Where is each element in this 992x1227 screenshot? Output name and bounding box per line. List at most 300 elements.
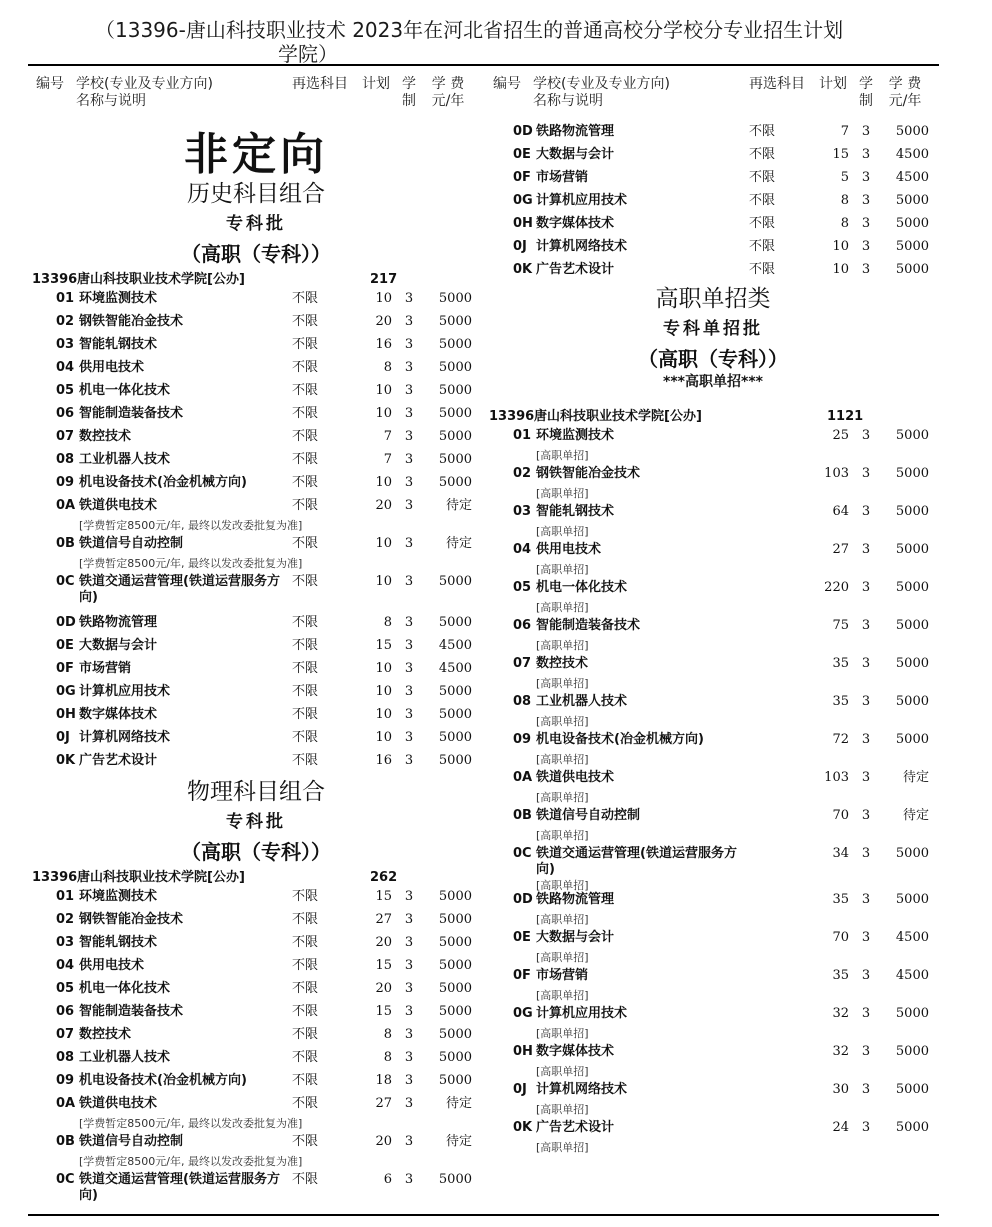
major-name: 数控技术 [79, 429, 132, 444]
major-length: 3 [861, 262, 871, 277]
major-subject: 不限 [749, 216, 776, 231]
major-plan: 7 [383, 452, 392, 467]
major-fee: 5000 [438, 1073, 472, 1088]
major-name: 智能轧钢技术 [79, 337, 158, 352]
major-subject: 不限 [292, 638, 319, 653]
major-fee: 5000 [895, 216, 929, 231]
major-name: 工业机器人技术 [536, 694, 628, 709]
major-code: 0H [513, 1044, 533, 1059]
section-big-title: 非定向 [184, 129, 328, 180]
major-fee: 5000 [895, 239, 929, 254]
major-fee: 5000 [438, 981, 472, 996]
major-fee: 5000 [438, 958, 472, 973]
history-school-row [32, 268, 481, 291]
major-row [493, 618, 938, 656]
major-name: 数控技术 [79, 1027, 132, 1042]
major-subject: 不限 [292, 615, 319, 630]
major-subject: 不限 [292, 684, 319, 699]
major-row [493, 428, 938, 466]
major-code: 08 [513, 694, 532, 709]
major-fee: 5000 [438, 475, 472, 490]
major-subject: 不限 [292, 1027, 319, 1042]
major-fee: 待定 [445, 536, 472, 551]
major-fee: 5000 [895, 262, 929, 277]
major-row [36, 1134, 481, 1172]
school-name: 唐山科技职业技术学院[公办] [77, 870, 245, 885]
major-row [36, 406, 481, 429]
major-name: 工业机器人技术 [79, 452, 171, 467]
major-row [36, 1050, 481, 1073]
major-fee: 5000 [438, 753, 472, 768]
major-fee: 5000 [895, 428, 929, 443]
major-code: 0F [513, 170, 531, 185]
major-plan: 103 [824, 770, 849, 785]
major-row [36, 1027, 481, 1050]
major-row [36, 684, 481, 707]
major-name: 计算机网络技术 [79, 730, 171, 745]
major-name: 铁道信号自动控制 [79, 536, 184, 551]
major-name: 环境监测技术 [79, 889, 158, 904]
major-plan: 20 [375, 314, 392, 329]
major-code: 0E [56, 638, 74, 653]
major-plan: 8 [383, 360, 392, 375]
major-subject: 不限 [292, 498, 319, 513]
major-plan: 10 [375, 291, 392, 306]
major-plan: 20 [375, 935, 392, 950]
major-row [36, 337, 481, 360]
major-plan: 10 [832, 262, 849, 277]
major-code: 0H [56, 707, 76, 722]
major-length: 3 [404, 452, 414, 467]
major-name: 铁道信号自动控制 [79, 1134, 184, 1149]
major-plan: 8 [383, 615, 392, 630]
major-note: [高职单招] [536, 791, 589, 804]
major-code: 0D [513, 892, 533, 907]
major-length: 3 [404, 1050, 414, 1065]
major-code: 03 [56, 935, 75, 950]
major-length: 3 [861, 147, 871, 162]
major-row [36, 291, 481, 314]
major-plan: 8 [383, 1027, 392, 1042]
major-code: 0G [513, 193, 533, 208]
major-name: 智能制造装备技术 [79, 406, 184, 421]
major-name: 市场营销 [536, 170, 589, 185]
major-name: 环境监测技术 [536, 428, 615, 443]
header-school: 学校(专业及专业方向) 名称与说明 [76, 76, 213, 109]
physics-batch-title: 专科批 [226, 812, 286, 832]
major-name: 机电设备技术(冶金机械方向) [536, 732, 704, 747]
major-fee: 5000 [895, 504, 929, 519]
major-length: 3 [404, 1027, 414, 1042]
major-code: 0K [513, 262, 533, 277]
major-name: 数字媒体技术 [79, 707, 158, 722]
major-code: 08 [56, 452, 75, 467]
major-name: 铁路物流管理 [536, 892, 615, 907]
major-subject: 不限 [292, 935, 319, 950]
school-total: 217 [370, 272, 398, 287]
major-row [36, 314, 481, 337]
major-note: [高职单招] [536, 829, 589, 842]
major-length: 3 [404, 707, 414, 722]
major-name: 市场营销 [79, 661, 132, 676]
major-plan: 64 [832, 504, 849, 519]
major-fee: 待定 [445, 498, 472, 513]
major-note: [高职单招] [536, 951, 589, 964]
major-fee: 5000 [438, 730, 472, 745]
major-row [36, 1172, 481, 1213]
major-row [36, 912, 481, 935]
major-length: 3 [861, 1120, 871, 1135]
major-subject: 不限 [292, 707, 319, 722]
major-row [493, 466, 938, 504]
major-code: 02 [513, 466, 532, 481]
major-length: 3 [861, 808, 871, 823]
major-plan: 7 [840, 124, 849, 139]
major-row [36, 360, 481, 383]
header-school: 学校(专业及专业方向) 名称与说明 [533, 76, 670, 109]
major-fee: 5000 [895, 1120, 929, 1135]
major-length: 3 [861, 968, 871, 983]
major-fee: 5000 [438, 889, 472, 904]
major-code: 06 [56, 406, 75, 421]
major-length: 3 [861, 1044, 871, 1059]
major-code: 07 [513, 656, 532, 671]
major-length: 3 [861, 504, 871, 519]
major-plan: 35 [832, 892, 849, 907]
major-length: 3 [404, 475, 414, 490]
major-code: 0E [513, 147, 531, 162]
major-row [493, 656, 938, 694]
top-rule [28, 64, 939, 66]
major-fee: 4500 [895, 968, 929, 983]
major-plan: 10 [375, 574, 392, 589]
major-plan: 10 [375, 383, 392, 398]
major-row [36, 574, 481, 615]
major-plan: 7 [383, 429, 392, 444]
major-length: 3 [861, 770, 871, 785]
major-row [493, 1044, 938, 1082]
major-length: 3 [861, 170, 871, 185]
major-length: 3 [404, 1172, 414, 1187]
header-length: 学 制 [859, 76, 873, 109]
major-note: [高职单招] [536, 913, 589, 926]
title-line-2: 学院） [278, 42, 338, 66]
major-length: 3 [404, 638, 414, 653]
major-name: 铁道交通运营管理(铁道运营服务方向) [79, 574, 280, 605]
continued-major-list [493, 124, 938, 285]
major-row [493, 504, 938, 542]
major-note: [高职单招] [536, 753, 589, 766]
school-code: 13396 [32, 870, 78, 885]
major-code: 0J [513, 1082, 527, 1097]
major-code: 01 [56, 889, 75, 904]
major-plan: 10 [375, 406, 392, 421]
major-code: 04 [56, 958, 75, 973]
major-plan: 70 [832, 808, 849, 823]
major-name: 大数据与会计 [79, 638, 158, 653]
major-code: 0E [513, 930, 531, 945]
major-subject: 不限 [292, 314, 319, 329]
major-row [493, 262, 938, 285]
major-row [493, 930, 938, 968]
major-subject: 不限 [749, 170, 776, 185]
major-name: 数字媒体技术 [536, 216, 615, 231]
major-fee: 5000 [438, 574, 472, 589]
major-code: 09 [56, 475, 75, 490]
single-major-list [493, 428, 938, 1158]
physics-school-row [32, 866, 481, 889]
major-fee: 5000 [438, 935, 472, 950]
major-row [36, 707, 481, 730]
major-subject: 不限 [292, 730, 319, 745]
physics-level-title: （高职（专科）） [181, 840, 331, 864]
major-row [493, 542, 938, 580]
left-column [32, 70, 481, 1213]
header-no: 编号 [36, 76, 64, 92]
major-name: 计算机应用技术 [536, 1006, 628, 1021]
major-note: [高职单招] [536, 563, 589, 576]
major-subject: 不限 [292, 406, 319, 421]
major-fee: 5000 [895, 466, 929, 481]
major-code: 01 [56, 291, 75, 306]
major-name: 广告艺术设计 [536, 262, 615, 277]
header-no: 编号 [493, 76, 521, 92]
major-plan: 75 [832, 618, 849, 633]
major-fee: 5000 [438, 1027, 472, 1042]
major-subject: 不限 [292, 1096, 319, 1111]
major-length: 3 [861, 580, 871, 595]
major-row [36, 1096, 481, 1134]
major-name: 数控技术 [536, 656, 589, 671]
major-subject: 不限 [292, 1004, 319, 1019]
major-row [36, 383, 481, 406]
major-code: 0C [56, 574, 75, 589]
major-note: [高职单招] [536, 1065, 589, 1078]
major-length: 3 [404, 958, 414, 973]
major-row [36, 536, 481, 574]
major-subject: 不限 [292, 536, 319, 551]
major-note: [学费暂定8500元/年, 最终以发改委批复为准] [79, 519, 303, 532]
major-plan: 220 [824, 580, 849, 595]
header-subject: 再选科目 [292, 76, 348, 92]
major-length: 3 [861, 694, 871, 709]
major-plan: 10 [375, 661, 392, 676]
major-name: 计算机应用技术 [79, 684, 171, 699]
major-plan: 8 [840, 193, 849, 208]
major-code: 0B [56, 536, 75, 551]
major-row [493, 846, 938, 892]
major-code: 02 [56, 912, 75, 927]
major-row [36, 958, 481, 981]
major-fee: 5000 [895, 618, 929, 633]
major-length: 3 [404, 935, 414, 950]
major-fee: 5000 [895, 580, 929, 595]
major-row [36, 429, 481, 452]
major-fee: 5000 [438, 615, 472, 630]
major-row [493, 124, 938, 147]
major-plan: 32 [832, 1044, 849, 1059]
history-major-list [36, 291, 481, 776]
major-plan: 32 [832, 1006, 849, 1021]
major-code: 0B [513, 808, 532, 823]
major-fee: 5000 [895, 892, 929, 907]
major-subject: 不限 [292, 574, 319, 589]
major-note: [高职单招] [536, 715, 589, 728]
major-code: 04 [513, 542, 532, 557]
major-fee: 5000 [438, 406, 472, 421]
major-fee: 5000 [438, 684, 472, 699]
major-name: 智能制造装备技术 [536, 618, 641, 633]
major-length: 3 [404, 912, 414, 927]
major-subject: 不限 [292, 452, 319, 467]
major-subject: 不限 [292, 981, 319, 996]
title-line-1: （13396-唐山科技职业技术 2023年在河北省招生的普通高校分学校分专业招生计划 [95, 18, 844, 42]
major-fee: 5000 [895, 732, 929, 747]
major-note: [高职单招] [536, 449, 589, 462]
major-name: 供用电技术 [79, 360, 145, 375]
major-plan: 15 [375, 638, 392, 653]
major-name: 铁道供电技术 [79, 498, 158, 513]
major-note: [学费暂定8500元/年, 最终以发改委批复为准] [79, 557, 303, 570]
school-total: 262 [370, 870, 398, 885]
major-code: 05 [56, 981, 75, 996]
major-subject: 不限 [292, 1134, 319, 1149]
major-row [36, 475, 481, 498]
major-length: 3 [404, 1134, 414, 1149]
major-fee: 5000 [438, 337, 472, 352]
major-plan: 10 [832, 239, 849, 254]
major-plan: 10 [375, 730, 392, 745]
major-plan: 35 [832, 656, 849, 671]
major-fee: 5000 [895, 1044, 929, 1059]
major-length: 3 [861, 656, 871, 671]
major-code: 06 [513, 618, 532, 633]
major-name: 大数据与会计 [536, 147, 615, 162]
major-subject: 不限 [292, 360, 319, 375]
major-plan: 20 [375, 498, 392, 513]
physics-major-list [36, 889, 481, 1213]
major-fee: 5000 [895, 694, 929, 709]
school-name: 唐山科技职业技术学院[公办] [77, 272, 245, 287]
major-name: 广告艺术设计 [79, 753, 158, 768]
major-length: 3 [404, 360, 414, 375]
major-fee: 待定 [902, 770, 929, 785]
major-row [493, 1006, 938, 1044]
major-code: 09 [513, 732, 532, 747]
major-code: 01 [513, 428, 532, 443]
major-note: [高职单招] [536, 525, 589, 538]
major-length: 3 [861, 466, 871, 481]
school-total: 1121 [827, 409, 864, 424]
major-plan: 16 [375, 753, 392, 768]
major-row [36, 498, 481, 536]
major-name: 工业机器人技术 [79, 1050, 171, 1065]
major-code: 03 [513, 504, 532, 519]
major-row [493, 216, 938, 239]
major-note: [高职单招] [536, 1141, 589, 1154]
major-plan: 34 [832, 846, 849, 861]
major-plan: 30 [832, 1082, 849, 1097]
major-fee: 待定 [445, 1096, 472, 1111]
major-length: 3 [861, 239, 871, 254]
major-subject: 不限 [292, 1073, 319, 1088]
major-subject: 不限 [292, 889, 319, 904]
major-subject: 不限 [292, 912, 319, 927]
major-fee: 5000 [895, 846, 929, 861]
major-note: [高职单招] [536, 639, 589, 652]
major-row [493, 580, 938, 618]
major-length: 3 [861, 216, 871, 231]
major-name: 钢铁智能冶金技术 [79, 314, 184, 329]
major-plan: 70 [832, 930, 849, 945]
major-plan: 15 [375, 1004, 392, 1019]
school-code: 13396 [32, 272, 78, 287]
major-name: 机电设备技术(冶金机械方向) [79, 475, 247, 490]
major-subject: 不限 [292, 753, 319, 768]
major-plan: 10 [375, 536, 392, 551]
major-fee: 5000 [438, 912, 472, 927]
major-name: 铁道交通运营管理(铁道运营服务方向) [79, 1172, 280, 1203]
major-length: 3 [404, 337, 414, 352]
header-fee: 学 费 元/年 [431, 76, 465, 109]
major-row [493, 1082, 938, 1120]
major-code: 0D [56, 615, 76, 630]
major-fee: 4500 [895, 147, 929, 162]
major-note: [学费暂定8500元/年, 最终以发改委批复为准] [79, 1155, 303, 1168]
header-subject: 再选科目 [749, 76, 805, 92]
major-name: 机电一体化技术 [79, 981, 171, 996]
bottom-rule [28, 1214, 939, 1216]
major-length: 3 [404, 1004, 414, 1019]
major-row [36, 452, 481, 475]
major-fee: 5000 [895, 1006, 929, 1021]
major-code: 0A [513, 770, 533, 785]
major-row [36, 638, 481, 661]
major-length: 3 [861, 1082, 871, 1097]
major-length: 3 [404, 1073, 414, 1088]
major-fee: 4500 [895, 930, 929, 945]
major-plan: 25 [832, 428, 849, 443]
major-code: 0D [513, 124, 533, 139]
major-name: 环境监测技术 [79, 291, 158, 306]
major-note: [高职单招] [536, 487, 589, 500]
major-fee: 5000 [438, 429, 472, 444]
major-code: 0G [56, 684, 76, 699]
major-code: 0C [513, 846, 532, 861]
major-row [36, 730, 481, 753]
major-length: 3 [404, 574, 414, 589]
major-length: 3 [404, 314, 414, 329]
major-code: 0F [513, 968, 531, 983]
major-fee: 待定 [445, 1134, 472, 1149]
major-fee: 5000 [895, 1082, 929, 1097]
major-plan: 15 [832, 147, 849, 162]
major-code: 0A [56, 1096, 76, 1111]
major-code: 05 [56, 383, 75, 398]
major-note: [高职单招] [536, 601, 589, 614]
major-fee: 4500 [438, 661, 472, 676]
major-code: 0F [56, 661, 74, 676]
major-subject: 不限 [749, 147, 776, 162]
major-row [36, 1073, 481, 1096]
major-length: 3 [404, 498, 414, 513]
major-length: 3 [404, 730, 414, 745]
school-name: 唐山科技职业技术学院[公办] [534, 409, 702, 424]
major-name: 铁道交通运营管理(铁道运营服务方向) [536, 846, 737, 877]
major-subject: 不限 [749, 193, 776, 208]
major-length: 3 [861, 930, 871, 945]
major-row [493, 193, 938, 216]
